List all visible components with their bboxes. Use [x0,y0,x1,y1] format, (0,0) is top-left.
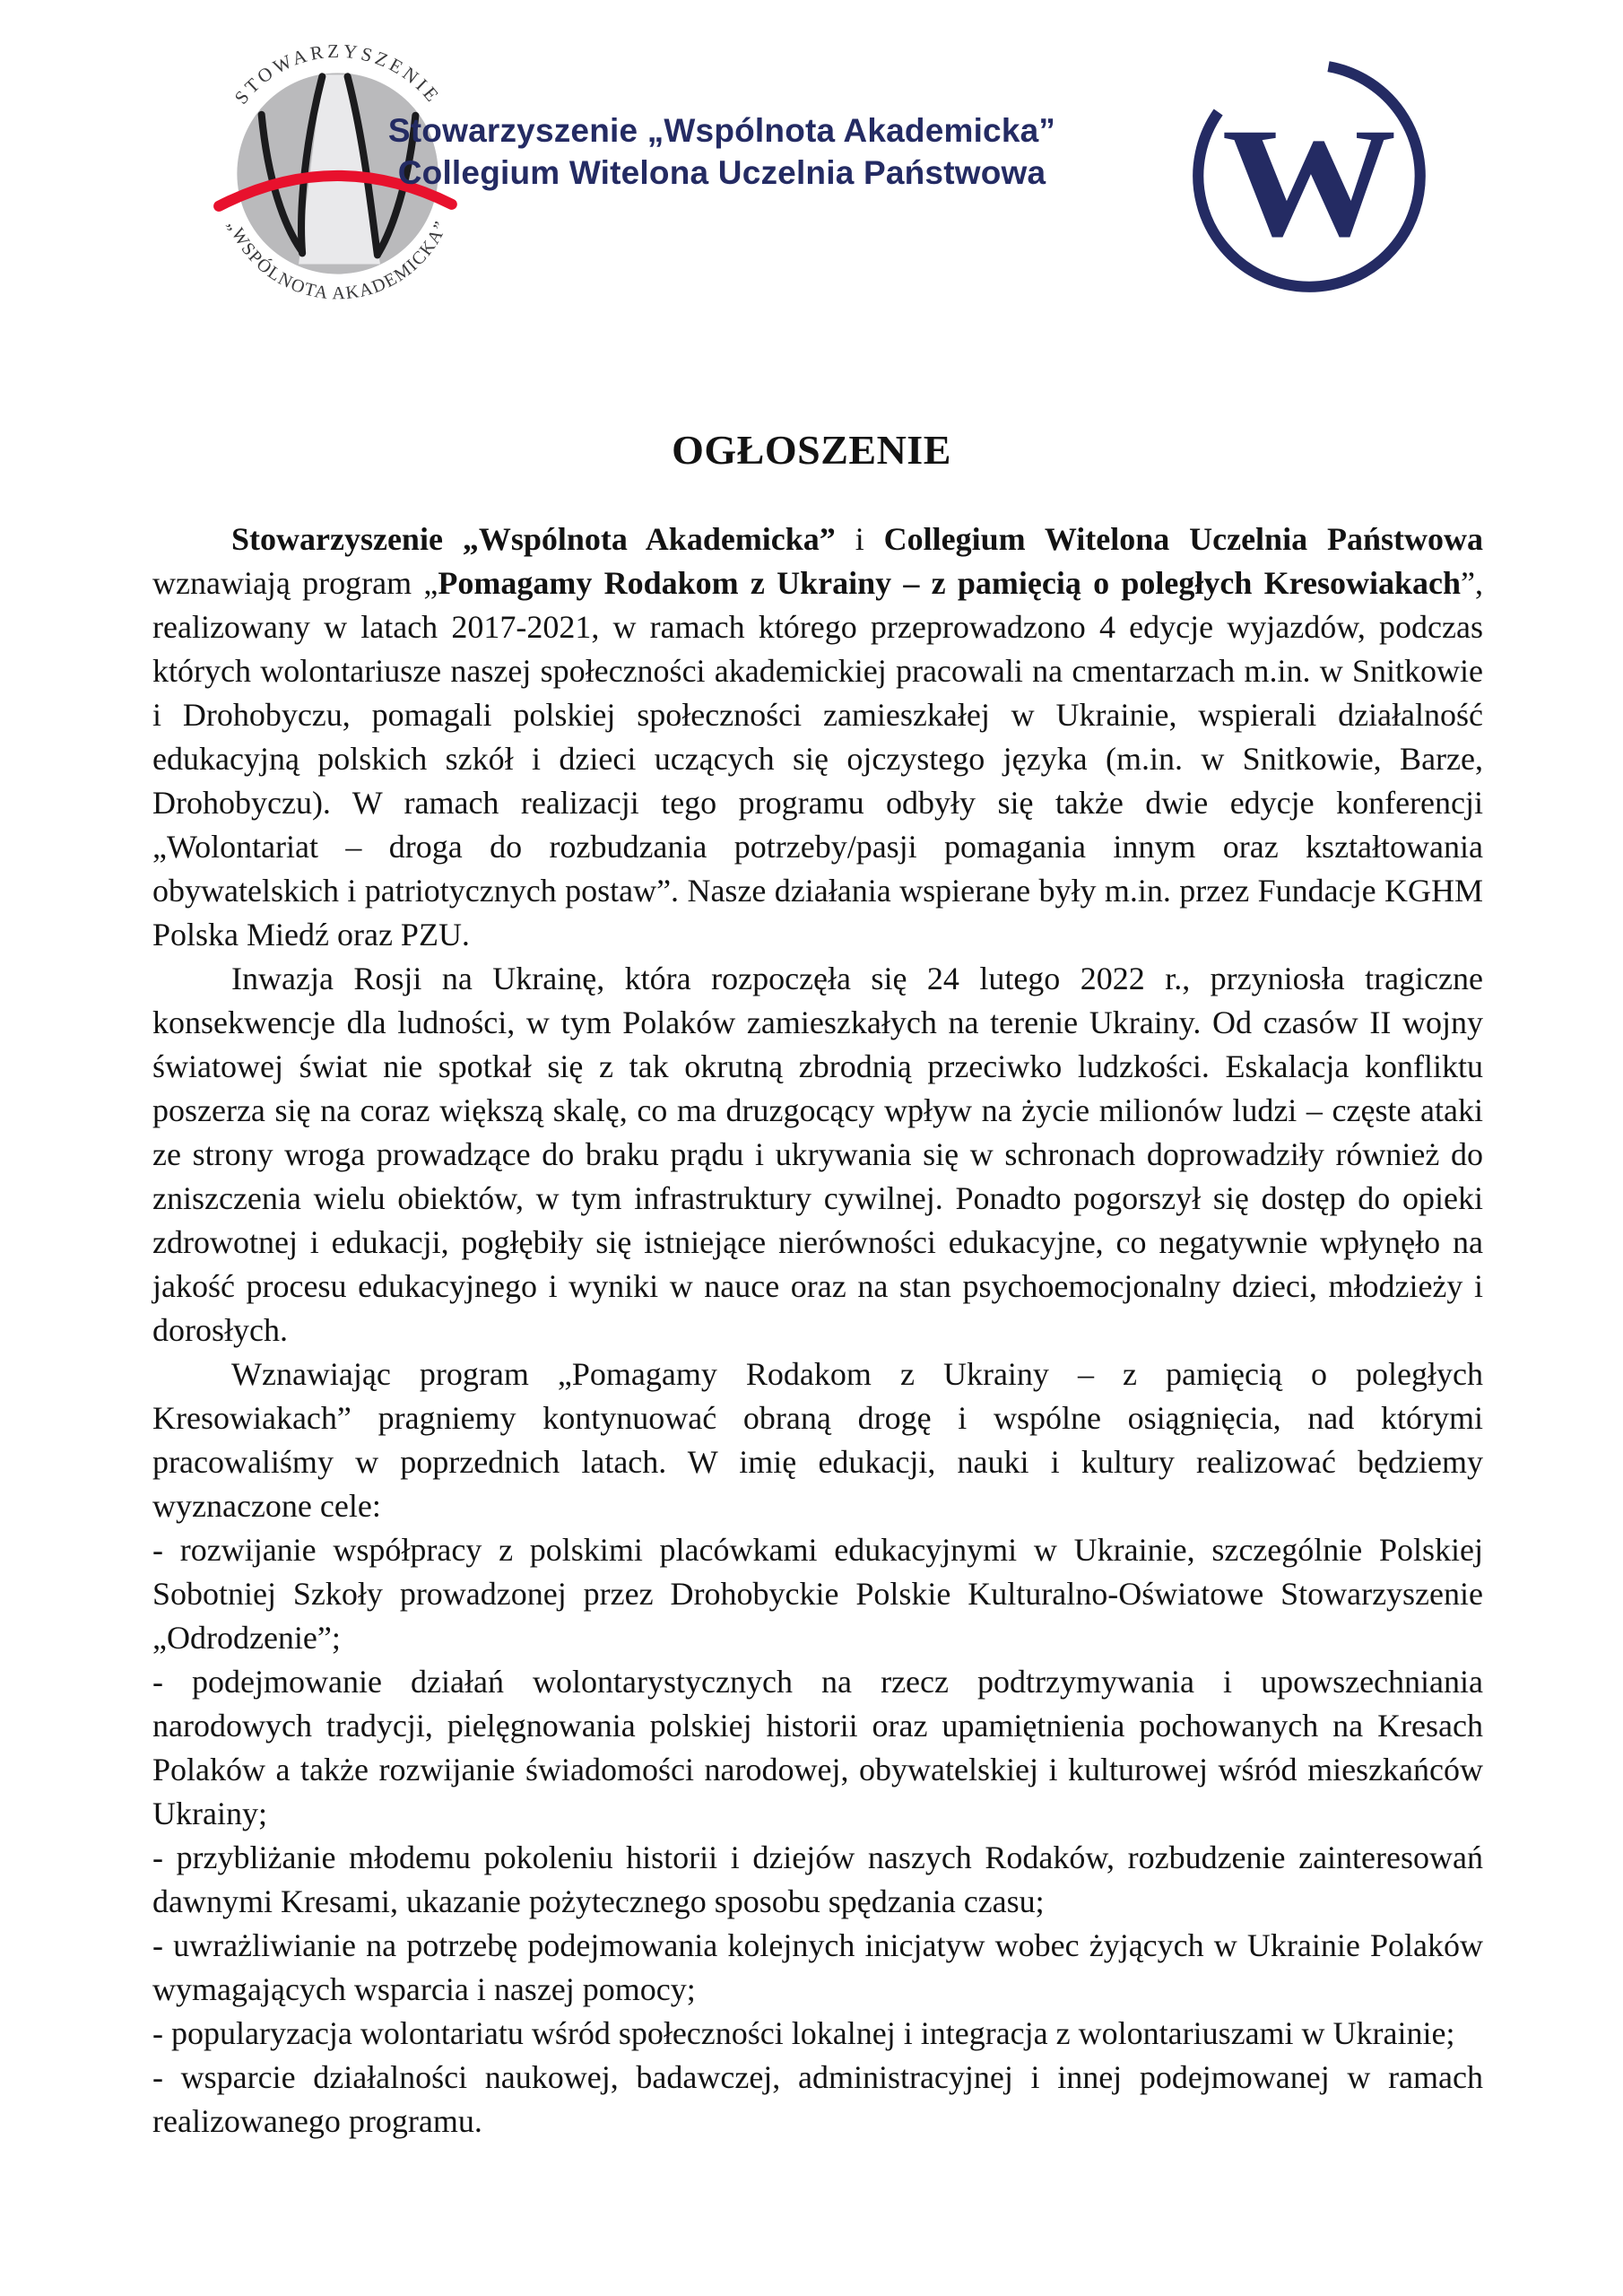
organization-name-line2: Collegium Witelona Uczelnia Państwowa [397,154,1046,191]
paragraph: Stowarzyszenie „Wspólnota Akademicka” i Collegium Witelona Uczelnia Państwowa wznawiają program „Pomagamy Rodakom z Ukrainy – z pamięcią o poległych Kresowiakach”, realizowany w latach 2017-2021, w ramach którego przeprowadzono 4 edycje wyjazdów, podczas których wolontariusze naszej społeczności akademickiej pracowali na cmentarzach m.in. w Snitkowie i Drohobyczu, pomagali polskiej społeczności zamieszkałej w Ukrainie, wspierali działalność edukacyjną polskich szkół i dzieci uczących się ojczystego języka (m.in. w Snitkowie, Barze, Drohobyczu). W ramach realizacji tego programu odbyły się także dwie edycje konferencji „Wolontariat – droga do rozbudzania potrzeby/pasji pomagania innym oraz kształtowania obywatelskich i patriotycznych postaw”. Nasze działania wspierane były m.in. przez Fundacje KGHM Polska Miedź oraz PZU. [152,521,1483,952]
bullet-item: - rozwijanie współpracy z polskimi placówkami edukacyjnymi w Ukrainie, szczególnie Polskiej Sobotniej Szkoły prowadzonej przez Drohobyckie Polskie Kulturalno-Oświatowe Stowarzyszenie „Odrodzenie”; [152,1532,1483,1656]
logo-top-caption: STOWARZYSZENIE [230,45,446,109]
organization-name-line1: Stowarzyszenie „Wspólnota Akademicka” [387,112,1056,149]
paragraph: Inwazja Rosji na Ukrainę, która rozpoczęła się 24 lutego 2022 r., przyniosła tragiczne konsekwencje dla ludności, w tym Polaków zamieszkałych na terenie Ukrainy. Od czasów II wojny światowej świat nie spotkał się z tak okrutną zbrodnią przeciwko ludzkości. Eskalacja konfliktu poszerza się na coraz większą skalę, co ma druzgocący wpływ na życie milionów ludzi – częste ataki ze strony wroga prowadzące do braku prądu i ukrywania się w schronach doprowadziły również do zniszczenia wielu obiektów, w tym infrastruktury cywilnej. Ponadto pogorszył się dostęp do opieki zdrowotnej i edukacji, pogłębiły się istniejące nierówności edukacyjne, co negatywnie wpłynęło na jakość procesu edukacyjnego i wyniki w nauce oraz na stan psychoemocjonalny dzieci, młodzieży i dorosłych. [152,961,1483,1348]
bullet-item: - wsparcie działalności naukowej, badawczej, administracyjnej i innej podejmowanej w ramach realizowanego programu. [152,2059,1483,2139]
bullet-item: - uwrażliwianie na potrzebę podejmowania kolejnych inicjatyw wobec żyjących w Ukrainie Polaków wymagających wsparcia i naszej pomocy; [152,1927,1483,2007]
bullet-item: - podejmowanie działań wolontarystycznych na rzecz podtrzymywania i upowszechniania narodowych tradycji, pielęgnowania polskiej historii oraz upamiętnienia pochowanych na Kresach Polaków a także rozwijanie świadomości narodowej, obywatelskiej i kulturowej wśród mieszkańców Ukrainy; [152,1664,1483,1831]
document-body [152,517,1483,2144]
logo-w-letter: W [1221,95,1397,269]
bullet-item: - popularyzacja wolontariatu wśród społeczności lokalnej i integracja z wolontariuszami w Ukrainie; [152,2015,1455,2051]
bullet-item: - przybliżanie młodemu pokoleniu historii i dziejów naszych Rodaków, rozbudzenie zainteresowań dawnymi Kresami, ukazanie pożytecznego sposobu spędzania czasu; [152,1839,1483,1919]
paragraph: Wznawiając program „Pomagamy Rodakom z Ukrainy – z pamięcią o poległych Kresowiakach” pragniemy kontynuować obraną drogę i wspólne osiągnięcia, nad którymi pracowaliśmy w poprzednich latach. W imię edukacji, nauki i kultury realizować będziemy wyznaczone cele: [152,1356,1483,1524]
page-title: OGŁOSZENIE [672,427,951,473]
logo-bottom-caption: „WSPÓLNOTA AKADEMICKA” [223,217,452,304]
collegium-witelona-logo [1182,48,1436,303]
organization-name [377,109,1067,194]
